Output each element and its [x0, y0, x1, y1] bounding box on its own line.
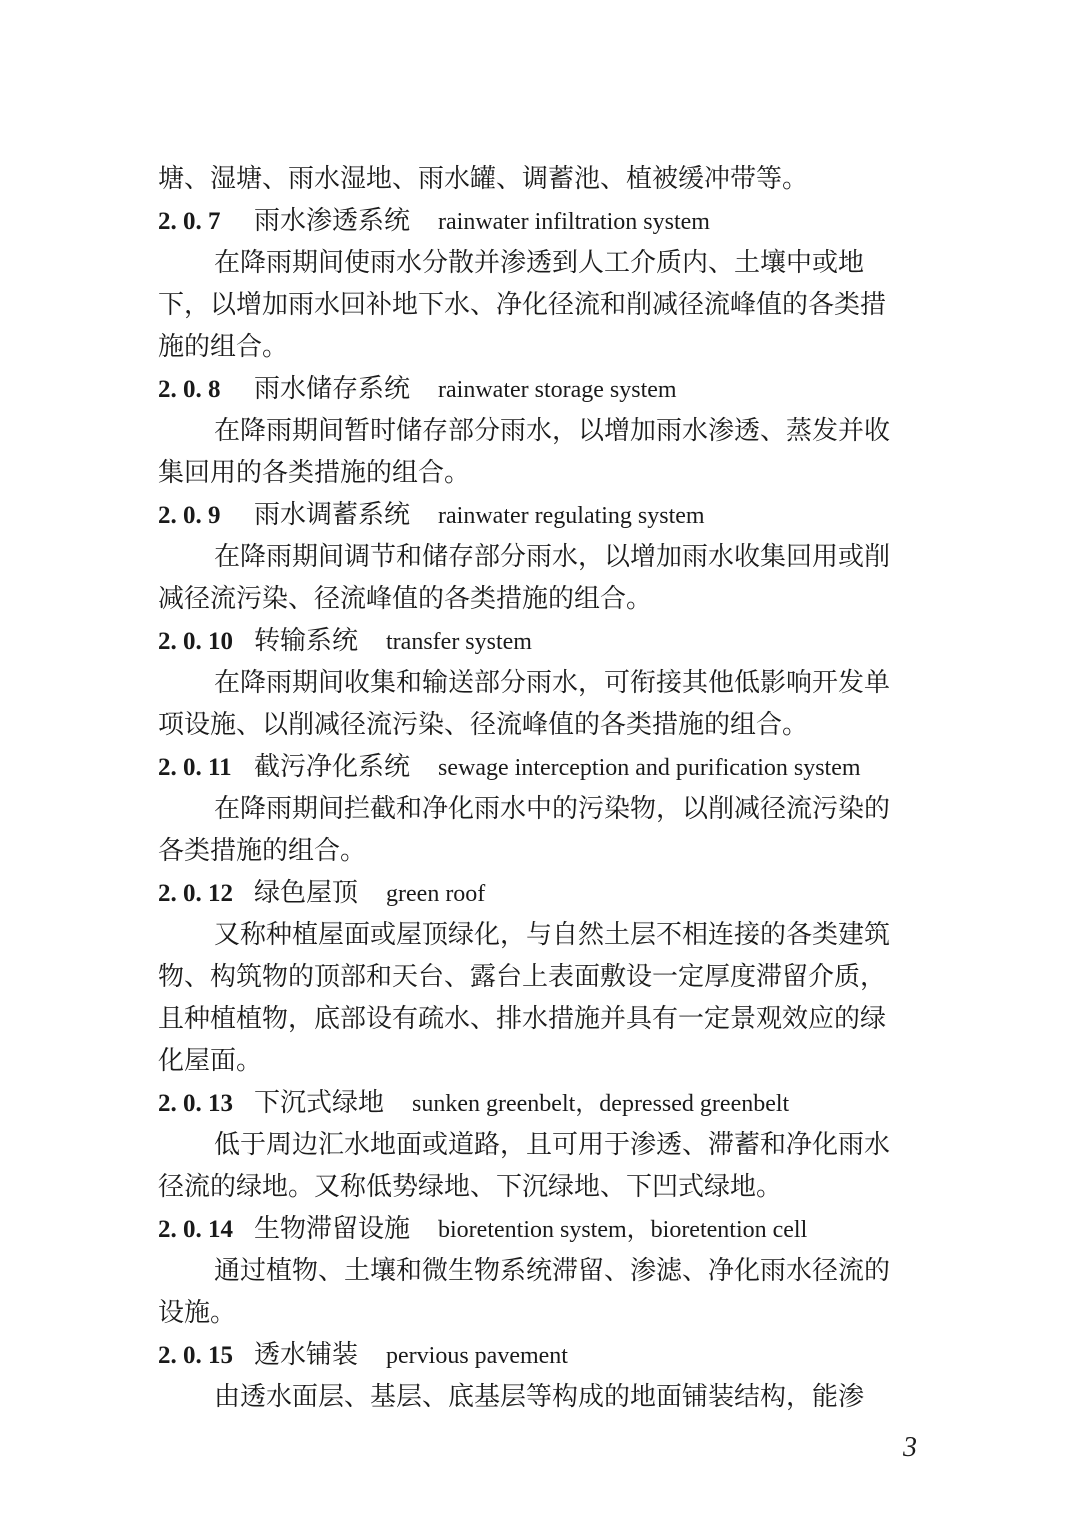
- term-heading: [158, 872, 944, 914]
- body-text-line: 在降雨期间拦截和净化雨水中的污染物，以削减径流污染的: [214, 794, 891, 824]
- term-chinese: 透水铺装: [254, 1340, 359, 1370]
- term-english: rainwater storage system: [438, 377, 677, 403]
- term-number: 2. 0. 10: [158, 628, 233, 655]
- term-heading: [158, 620, 944, 662]
- body-text-line: 塘、湿塘、雨水湿地、雨水罐、调蓄池、植被缓冲带等。: [158, 164, 809, 194]
- term-english: bioretention system，bioretention cell: [438, 1217, 808, 1243]
- body-text-line: 物、构筑物的顶部和天台、露台上表面敷设一定厚度滞留介质，: [158, 962, 887, 992]
- term-chinese: 截污净化系统: [254, 752, 411, 782]
- term-heading: [158, 368, 944, 410]
- term-number: 2. 0. 7: [158, 208, 221, 235]
- term-chinese: 生物滞留设施: [254, 1214, 411, 1244]
- body-text-line: 在降雨期间使雨水分散并渗透到人工介质内、土壤中或地: [214, 248, 865, 278]
- page-number: 3: [903, 1432, 917, 1463]
- body-text-line: 径流的绿地。又称低势绿地、下沉绿地、下凹式绿地。: [158, 1172, 783, 1202]
- body-text-line: 施的组合。: [158, 332, 289, 362]
- term-chinese: 下沉式绿地: [254, 1088, 385, 1118]
- term-english: rainwater regulating system: [438, 503, 705, 529]
- body-text-line: 由透水面层、基层、底基层等构成的地面铺装结构，能渗: [214, 1382, 865, 1412]
- term-english: sewage interception and purification system: [438, 755, 861, 781]
- term-heading: [158, 494, 944, 536]
- term-heading: [158, 746, 944, 788]
- term-number: 2. 0. 9: [158, 502, 221, 529]
- body-text-line: 在降雨期间收集和输送部分雨水，可衔接其他低影响开发单: [214, 668, 891, 698]
- body-text-line: 项设施、以削减径流污染、径流峰值的各类措施的组合。: [158, 710, 809, 740]
- term-heading: [158, 1208, 944, 1250]
- term-english: transfer system: [386, 629, 532, 655]
- term-number: 2. 0. 13: [158, 1090, 233, 1117]
- body-text-line: 集回用的各类措施的组合。: [158, 458, 471, 488]
- term-heading: [158, 1082, 944, 1124]
- body-text-line: 各类措施的组合。: [158, 836, 367, 866]
- term-chinese: 雨水储存系统: [254, 374, 411, 404]
- term-number: 2. 0. 15: [158, 1342, 233, 1369]
- body-text-line: 又称种植屋面或屋顶绿化，与自然土层不相连接的各类建筑: [214, 920, 891, 950]
- term-heading: [158, 200, 944, 242]
- term-chinese: 雨水渗透系统: [254, 206, 411, 236]
- term-chinese: 绿色屋顶: [254, 878, 359, 908]
- body-text-line: 低于周边汇水地面或道路，且可用于渗透、滞蓄和净化雨水: [214, 1130, 891, 1160]
- body-text-line: 通过植物、土壤和微生物系统滞留、渗滤、净化雨水径流的: [214, 1256, 891, 1286]
- term-chinese: 转输系统: [254, 626, 359, 656]
- body-text-line: 减径流污染、径流峰值的各类措施的组合。: [158, 584, 653, 614]
- body-text-line: 设施。: [158, 1298, 237, 1328]
- term-number: 2. 0. 8: [158, 376, 221, 403]
- term-number: 2. 0. 11: [158, 754, 232, 781]
- body-text-line: 且种植植物，底部设有疏水、排水措施并具有一定景观效应的绿: [158, 1004, 887, 1034]
- term-english: rainwater infiltration system: [438, 209, 710, 235]
- document-body: [158, 158, 944, 1418]
- term-english: sunken greenbelt，depressed greenbelt: [412, 1091, 790, 1117]
- term-english: pervious pavement: [386, 1343, 568, 1369]
- body-text-line: 化屋面。: [158, 1046, 263, 1076]
- term-chinese: 雨水调蓄系统: [254, 500, 411, 530]
- term-heading: [158, 1334, 944, 1376]
- term-number: 2. 0. 12: [158, 880, 233, 907]
- body-text-line: 下，以增加雨水回补地下水、净化径流和削减径流峰值的各类措: [158, 290, 887, 320]
- term-english: green roof: [386, 881, 486, 907]
- term-number: 2. 0. 14: [158, 1216, 233, 1243]
- body-text-line: 在降雨期间调节和储存部分雨水，以增加雨水收集回用或削: [214, 542, 891, 572]
- body-text-line: 在降雨期间暂时储存部分雨水，以增加雨水渗透、蒸发并收: [214, 416, 891, 446]
